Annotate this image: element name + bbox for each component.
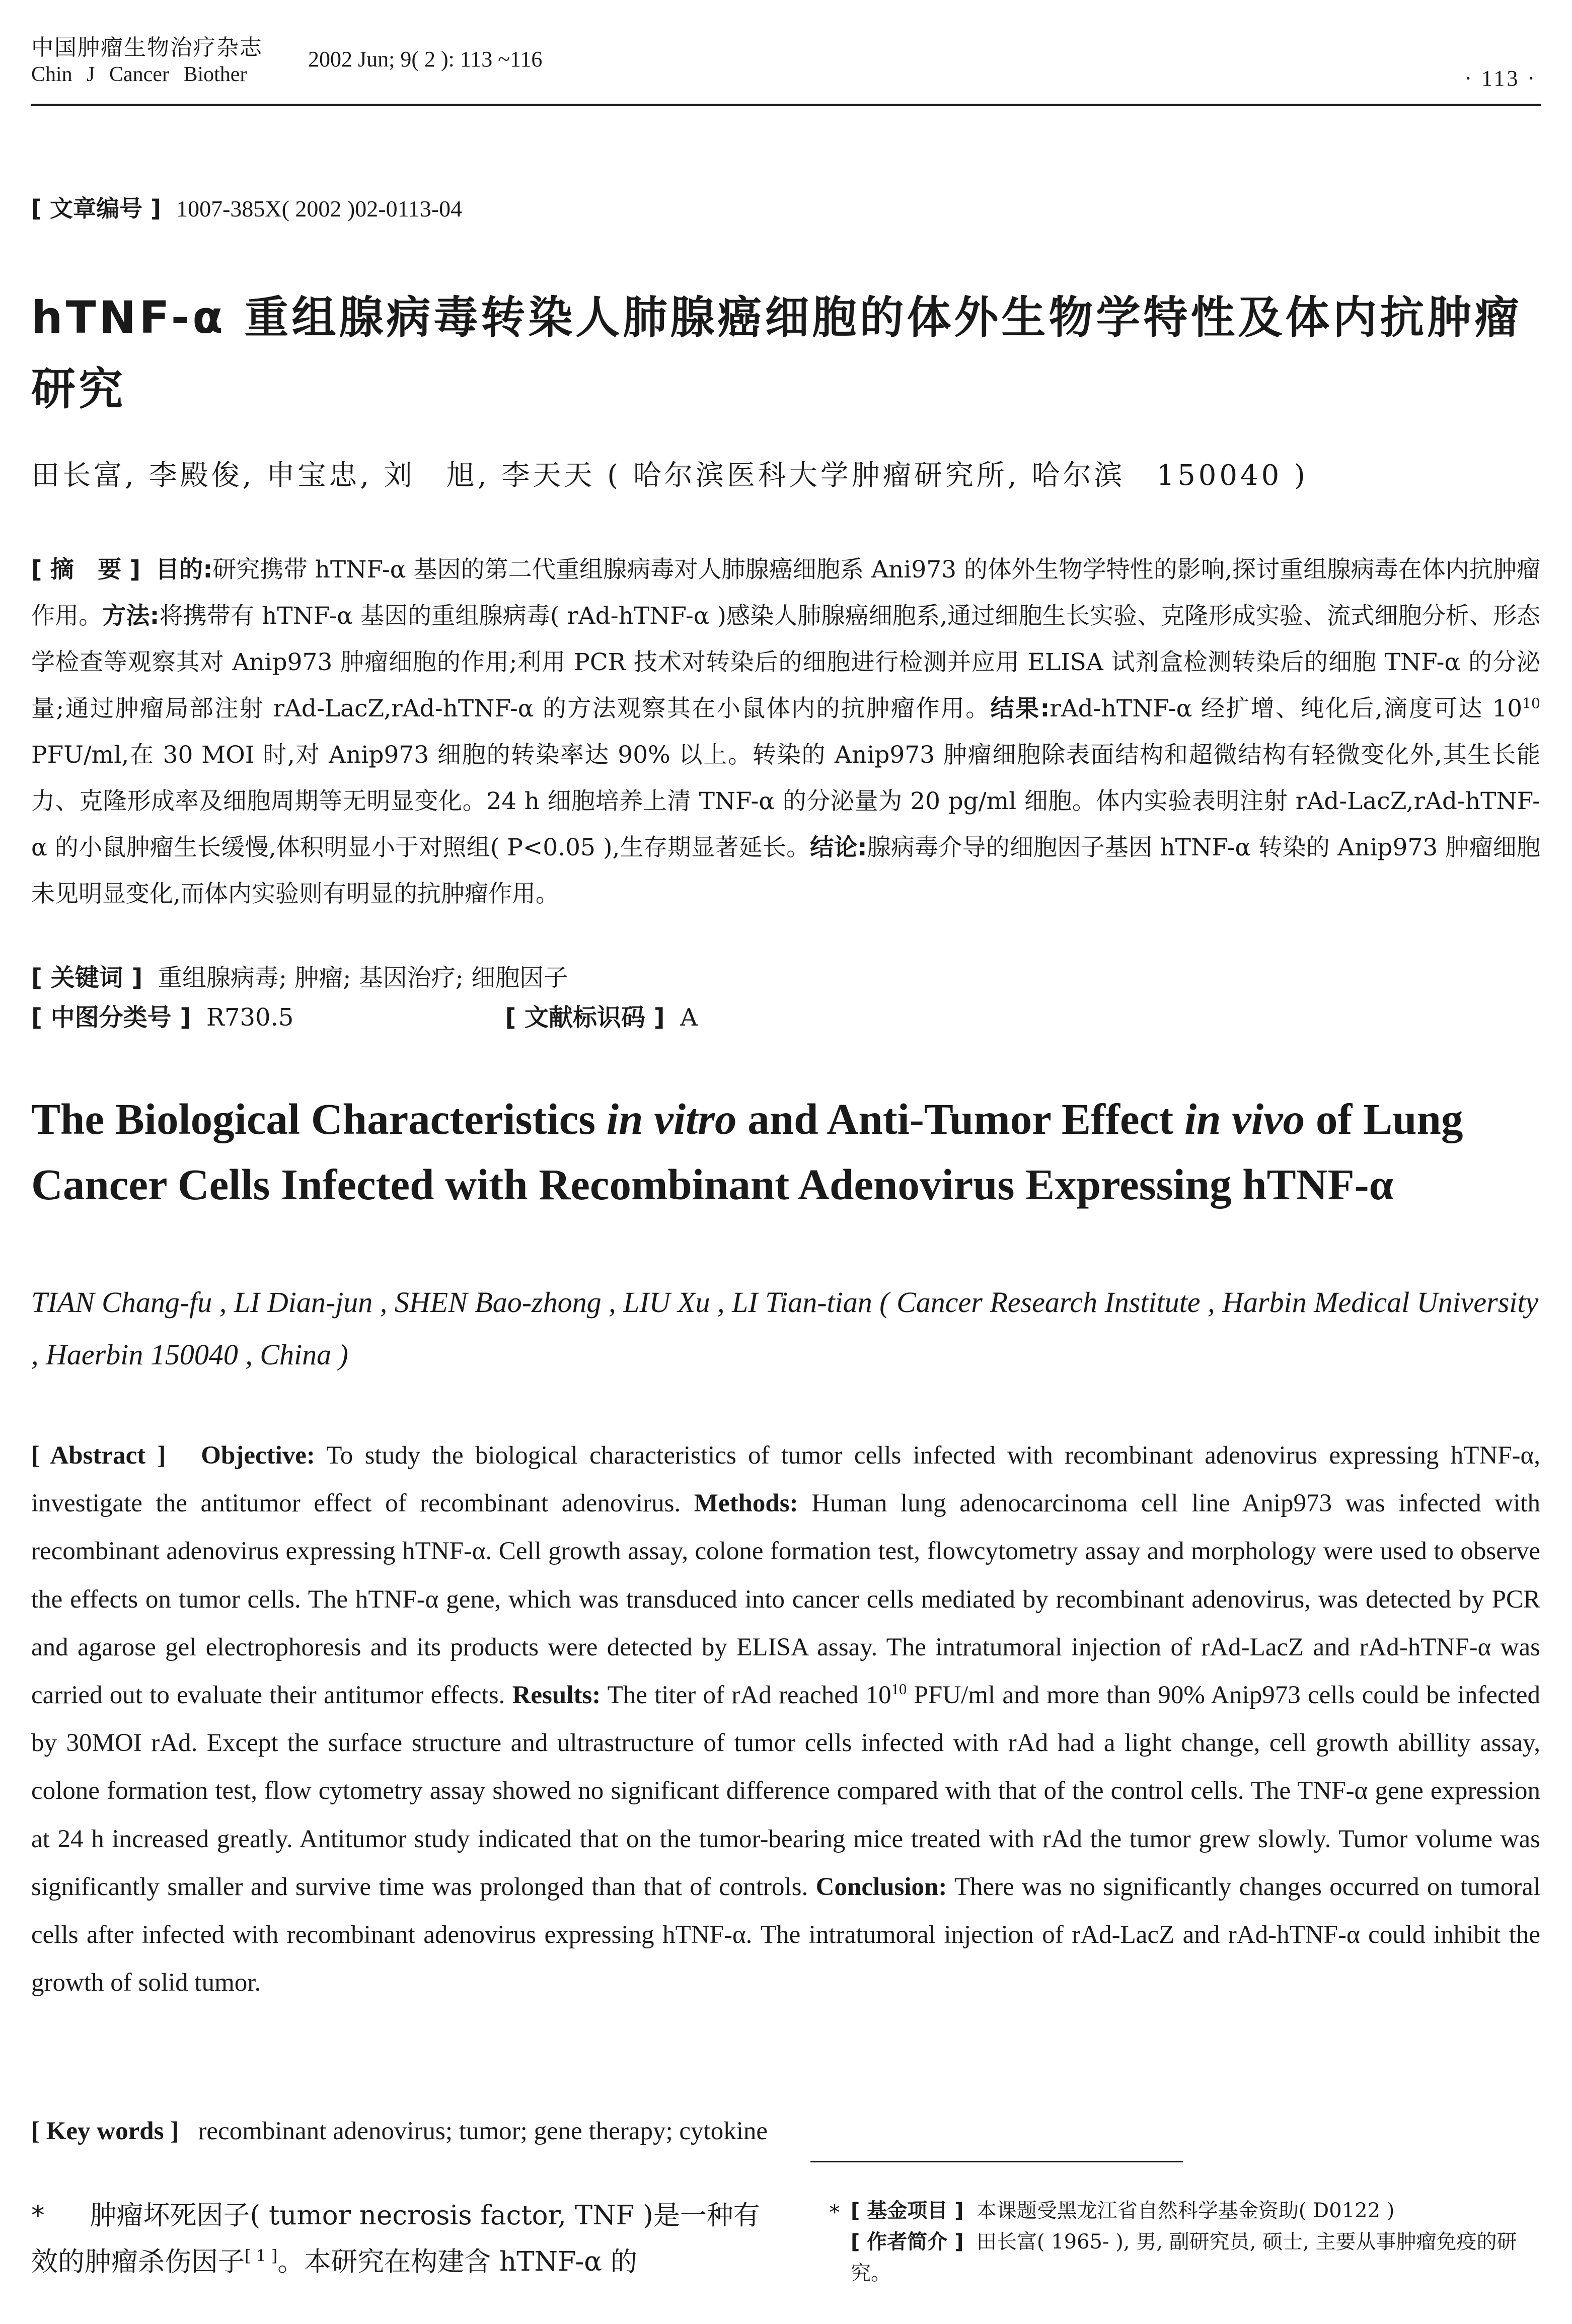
objective-cn-text: 研究携带 hTNF-α 基因的第二代重组腺病毒对人肺腺癌细胞系 Ani973 的体外生物学特性的影响,探讨重组腺病毒在体内抗肿瘤作用。 bbox=[31, 556, 1541, 630]
conclusion-en-text: There was no significantly changes occurred on tumoral cells after infected with recombinant adenovirus expressing hTNF-α. The intratumoral injection of rAd-LacZ and rAd-hTNF-α could inhibit the growth of solid tumor. bbox=[31, 1872, 1540, 1997]
results-en-text-post: PFU/ml and more than 90% Anip973 cells could be infected by 30MOI rAd. Except the surface structure and ultrastructure of tumor cells infected with rAd had a light change, cell growth abillity assay, colone formation test, flow cytometry assay showed no significant difference compared with that of the control cells. The TNF-α gene expression at 24 h increased greatly. Antitumor study indicated that on the tumor-bearing mice treated with rAd the tumor grew slowly. Tumor volume was significantly smaller and survive time was prolonged than that of controls. bbox=[31, 1681, 1540, 1901]
intro-citation: [ 1 ] bbox=[245, 2246, 278, 2266]
article-number-label: [ 文章编号 ] bbox=[31, 195, 162, 222]
intro-text-pre: 肿瘤坏死因子( tumor necrosis factor, TNF )是一种有效的肿瘤杀伤因子 bbox=[31, 2200, 760, 2277]
conclusion-en-label: Conclusion: bbox=[815, 1872, 947, 1901]
results-cn-exponent: 10 bbox=[1522, 695, 1540, 712]
fund-label: [ 基金项目 ] bbox=[851, 2199, 964, 2222]
footnote-star: * bbox=[830, 2201, 840, 2224]
methods-cn-label: 方法: bbox=[102, 602, 160, 630]
objective-cn-label: 目的: bbox=[156, 556, 213, 584]
results-en-text-pre: The titer of rAd reached 10 bbox=[601, 1681, 891, 1710]
journal-citation: 2002 Jun; 9( 2 ): 113 ~116 bbox=[308, 47, 543, 71]
title-en bbox=[31, 1086, 1546, 1217]
conclusion-cn-text: 腺病毒介导的细胞因子基因 hTNF-α 转染的 Anip973 肿瘤细胞未见明显变化,而体内实验则有明显的抗肿瘤作用。 bbox=[31, 834, 1540, 908]
abstract-en bbox=[31, 1432, 1540, 2007]
article-number-value: 1007-385X( 2002 )02-0113-04 bbox=[176, 196, 463, 222]
header-rule bbox=[31, 104, 1541, 106]
title-cn: hTNF-α 重组腺病毒转染人肺腺癌细胞的体外生物学特性及体内抗肿瘤研究 bbox=[31, 292, 1522, 415]
keywords-en bbox=[31, 2108, 1540, 2155]
methods-cn-text: 将携带有 hTNF-α 基因的重组腺病毒( rAd-hTNF-α )感染人肺腺癌细胞系,通过细胞生长实验、克隆形成实验、流式细胞分析、形态学检查等观察其对 Anip973 肿瘤细胞的作用;利用 PCR 技术对转染后的细胞进行检测并应用 ELISA 试剂盒检测转染后的细胞 TNF-α 的分泌量;通过肿瘤局部注射 rAd-LacZ,rAd-hTNF-α 的方法观察其在小鼠体内的抗肿瘤作用。 bbox=[31, 602, 1540, 722]
authors-cn: 田长富, 李殿俊, 申宝忠, 刘 旭, 李天天 ( 哈尔滨医科大学肿瘤研究所, 哈尔滨 150040 ) bbox=[31, 459, 1308, 492]
methods-en-text: Human lung adenocarcinoma cell line Anip973 was infected with recombinant adenovirus expressing hTNF-α. Cell growth assay, colone formation test, flowcytometry assay and morphology were used to observe the effects on tumor cells. The hTNF-α gene, which was transduced into cancer cells mediated by recombinant adenovirus, was detected by PCR and agarose gel electrophoresis and its products were detected by ELISA assay. The intratumoral injection of rAd-LacZ and rAd-hTNF-α was carried out to evaluate their antitumor effects. bbox=[31, 1489, 1540, 1710]
abstract-en-label: [ Abstract ] bbox=[31, 1441, 166, 1470]
classification-line bbox=[31, 994, 1540, 1041]
results-cn-label: 结果: bbox=[990, 695, 1050, 722]
objective-en-label: Objective: bbox=[201, 1441, 315, 1470]
footnote-rule bbox=[810, 2161, 1183, 2162]
author-bio-value: 田长富( 1965- ), 男, 副研究员, 硕士, 主要从事肿瘤免疫的研究。 bbox=[851, 2230, 1517, 2285]
conclusion-cn-label: 结论: bbox=[810, 834, 867, 861]
abstract-cn-label: [ 摘 要 ] bbox=[31, 556, 141, 584]
intro-paragraph bbox=[31, 2193, 781, 2285]
fund-value: 本课题受黑龙江省自然科学基金资助( D0122 ) bbox=[976, 2199, 1395, 2222]
clc-label: [ 中图分类号 ] bbox=[31, 1003, 191, 1032]
keywords-cn-label: [ 关键词 ] bbox=[31, 964, 143, 992]
journal-name-en: Chin J Cancer Biother bbox=[31, 63, 247, 86]
clc-value: R730.5 bbox=[206, 1003, 294, 1032]
page-number: · 113 · bbox=[1464, 66, 1537, 91]
results-cn-text-pre: rAd-hTNF-α 经扩增、纯化后,滴度可达 10 bbox=[1050, 695, 1523, 722]
title-en-italic1: in vitro bbox=[606, 1095, 737, 1143]
keywords-cn-value: 重组腺病毒; 肿瘤; 基因治疗; 细胞因子 bbox=[158, 964, 568, 992]
intro-star: * bbox=[31, 2200, 45, 2231]
article-number bbox=[31, 190, 462, 224]
doc-code-label: [ 文献标识码 ] bbox=[505, 1003, 665, 1032]
journal-name-cn: 中国肿瘤生物治疗杂志 bbox=[31, 35, 263, 60]
title-en-part2: and Anti-Tumor Effect bbox=[736, 1095, 1184, 1143]
fund-footnote bbox=[851, 2195, 1545, 2226]
results-cn-text-post: PFU/ml,在 30 MOI 时,对 Anip973 细胞的转染率达 90% 以上。转染的 Anip973 肿瘤细胞除表面结构和超微结构有轻微变化外,其生长能力、克隆形成率及细胞周期等无明显变化。24 h 细胞培养上清 TNF-α 的分泌量为 20 pg/ml 细胞。体内实验表明注射 rAd-LacZ,rAd-hTNF-α 的小鼠肿瘤生长缓慢,体积明显小于对照组( P<0.05 ),生存期显著延长。 bbox=[31, 741, 1540, 861]
results-en-exponent: 10 bbox=[891, 1681, 907, 1698]
title-en-part3: of Lung Cancer Cells Infected with Recombinant Adenovirus Expressing hTNF-α bbox=[31, 1095, 1463, 1209]
intro-text-post: 。本研究在构建含 hTNF-α 的 bbox=[277, 2246, 637, 2277]
keywords-en-label: [ Key words ] bbox=[31, 2117, 179, 2145]
doc-code-value: A bbox=[680, 1003, 698, 1032]
results-en-label: Results: bbox=[512, 1681, 601, 1710]
abstract-cn bbox=[31, 547, 1540, 917]
authors-en: TIAN Chang-fu , LI Dian-jun , SHEN Bao-zhong , LIU Xu , LI Tian-tian ( Cancer Research Institute , Harbin Medical University , Haerbin 150040 , China ) bbox=[31, 1286, 1539, 1371]
keywords-en-value: recombinant adenovirus; tumor; gene therapy; cytokine bbox=[198, 2117, 768, 2145]
author-bio-footnote bbox=[851, 2226, 1545, 2289]
objective-en-text: To study the biological characteristics of tumor cells infected with recombinant adenovirus expressing hTNF-α, investigate the antitumor effect of recombinant adenovirus. bbox=[31, 1441, 1541, 1518]
author-bio-label: [ 作者简介 ] bbox=[851, 2230, 964, 2254]
title-en-part1: The Biological Characteristics bbox=[31, 1095, 607, 1143]
title-en-italic2: in vivo bbox=[1184, 1095, 1305, 1143]
footnotes bbox=[830, 2195, 1545, 2289]
methods-en-label: Methods: bbox=[694, 1489, 798, 1518]
